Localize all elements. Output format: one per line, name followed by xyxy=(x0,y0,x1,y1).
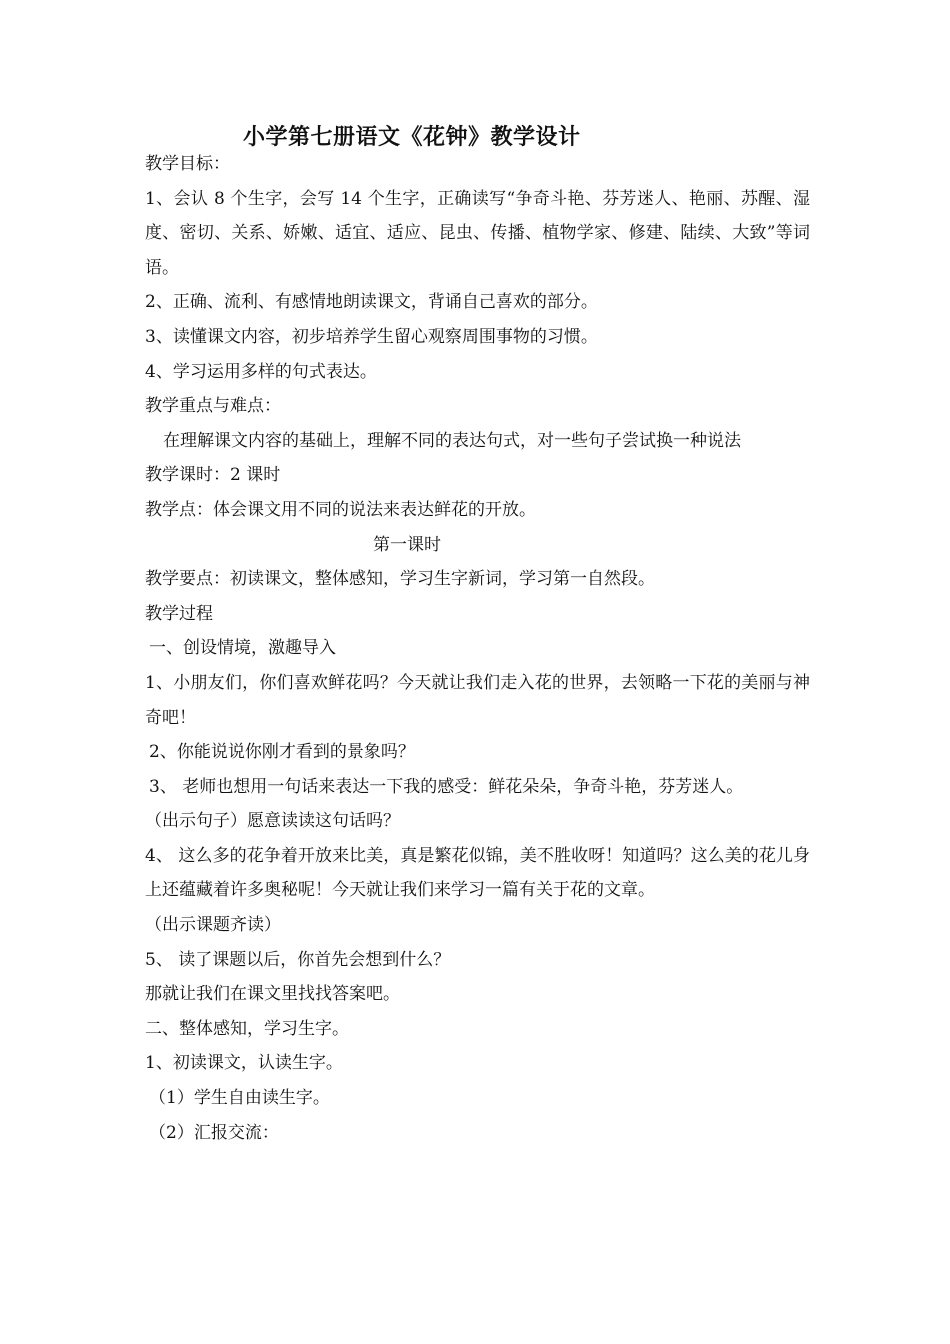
step-one-item-5b: 那就让我们在课文里找找答案吧。 xyxy=(145,984,400,1005)
teaching-hours: 教学课时：2 课时 xyxy=(145,465,281,486)
key-difficulty-heading: 教学重点与难点： xyxy=(145,396,281,417)
step-one-item-1: 1、小朋友们，你们喜欢鲜花吗？今天就让我们走入花的世界，去领略一下花的美丽与神奇吧！ xyxy=(145,672,810,728)
goal-2: 2、正确、流利、有感情地朗读课文，背诵自己喜欢的部分。 xyxy=(145,292,598,313)
step-one-item-4: 4、 这么多的花争着开放来比美，真是繁花似锦，美不胜收呀！知道吗？这么美的花儿身上还蕴藏着许多奥秘呢！今天就让我们来学习一篇有关于花的文章。 xyxy=(145,845,810,901)
step-two-item-1b: （2）汇报交流： xyxy=(149,1122,279,1143)
goal-4: 4、学习运用多样的句式表达。 xyxy=(145,361,377,382)
lesson-one-heading: 第一课时 xyxy=(373,534,441,555)
step-one-item-3: 3、 老师也想用一句话来表达一下我的感受：鲜花朵朵，争奇斗艳，芬芳迷人。 xyxy=(149,776,744,797)
goal-1: 1、会认 8 个生字，会写 14 个生字，正确读写“争奇斗艳、芬芳迷人、艳丽、苏醒、湿度、密切、关系、娇嫩、适宜、适应、昆虫、传播、植物学家、修建、陆续、大致”等词语。 xyxy=(145,188,810,278)
step-two-item-1a: （1）学生自由读生字。 xyxy=(149,1088,330,1109)
process-heading: 教学过程 xyxy=(145,603,213,624)
step-one-item-4b: （出示课题齐读） xyxy=(145,915,281,936)
goals-heading: 教学目标： xyxy=(145,154,230,174)
step-one-item-3b: （出示句子）愿意读读这句话吗？ xyxy=(145,811,400,832)
key-difficulty-text: 在理解课文内容的基础上，理解不同的表达句式，对一些句子尝试换一种说法 xyxy=(163,430,741,451)
goal-3: 3、读懂课文内容，初步培养学生留心观察周围事物的习惯。 xyxy=(145,326,598,347)
step-one-item-5: 5、 读了课题以后，你首先会想到什么？ xyxy=(145,949,451,970)
document-title: 小学第七册语文《花钟》教学设计 xyxy=(243,124,581,150)
step-two-item-1: 1、初读课文，认读生字。 xyxy=(145,1053,343,1074)
lesson-points: 教学要点：初读课文，整体感知，学习生字新词，学习第一自然段。 xyxy=(145,569,655,590)
step-two-heading: 二、整体感知，学习生字。 xyxy=(145,1018,349,1039)
document-body xyxy=(145,147,810,1150)
teaching-point: 教学点：体会课文用不同的说法来表达鲜花的开放。 xyxy=(145,499,536,520)
step-one-item-2: 2、你能说说你刚才看到的景象吗？ xyxy=(149,742,415,763)
step-one-heading: 一、创设情境，激趣导入 xyxy=(149,638,336,659)
